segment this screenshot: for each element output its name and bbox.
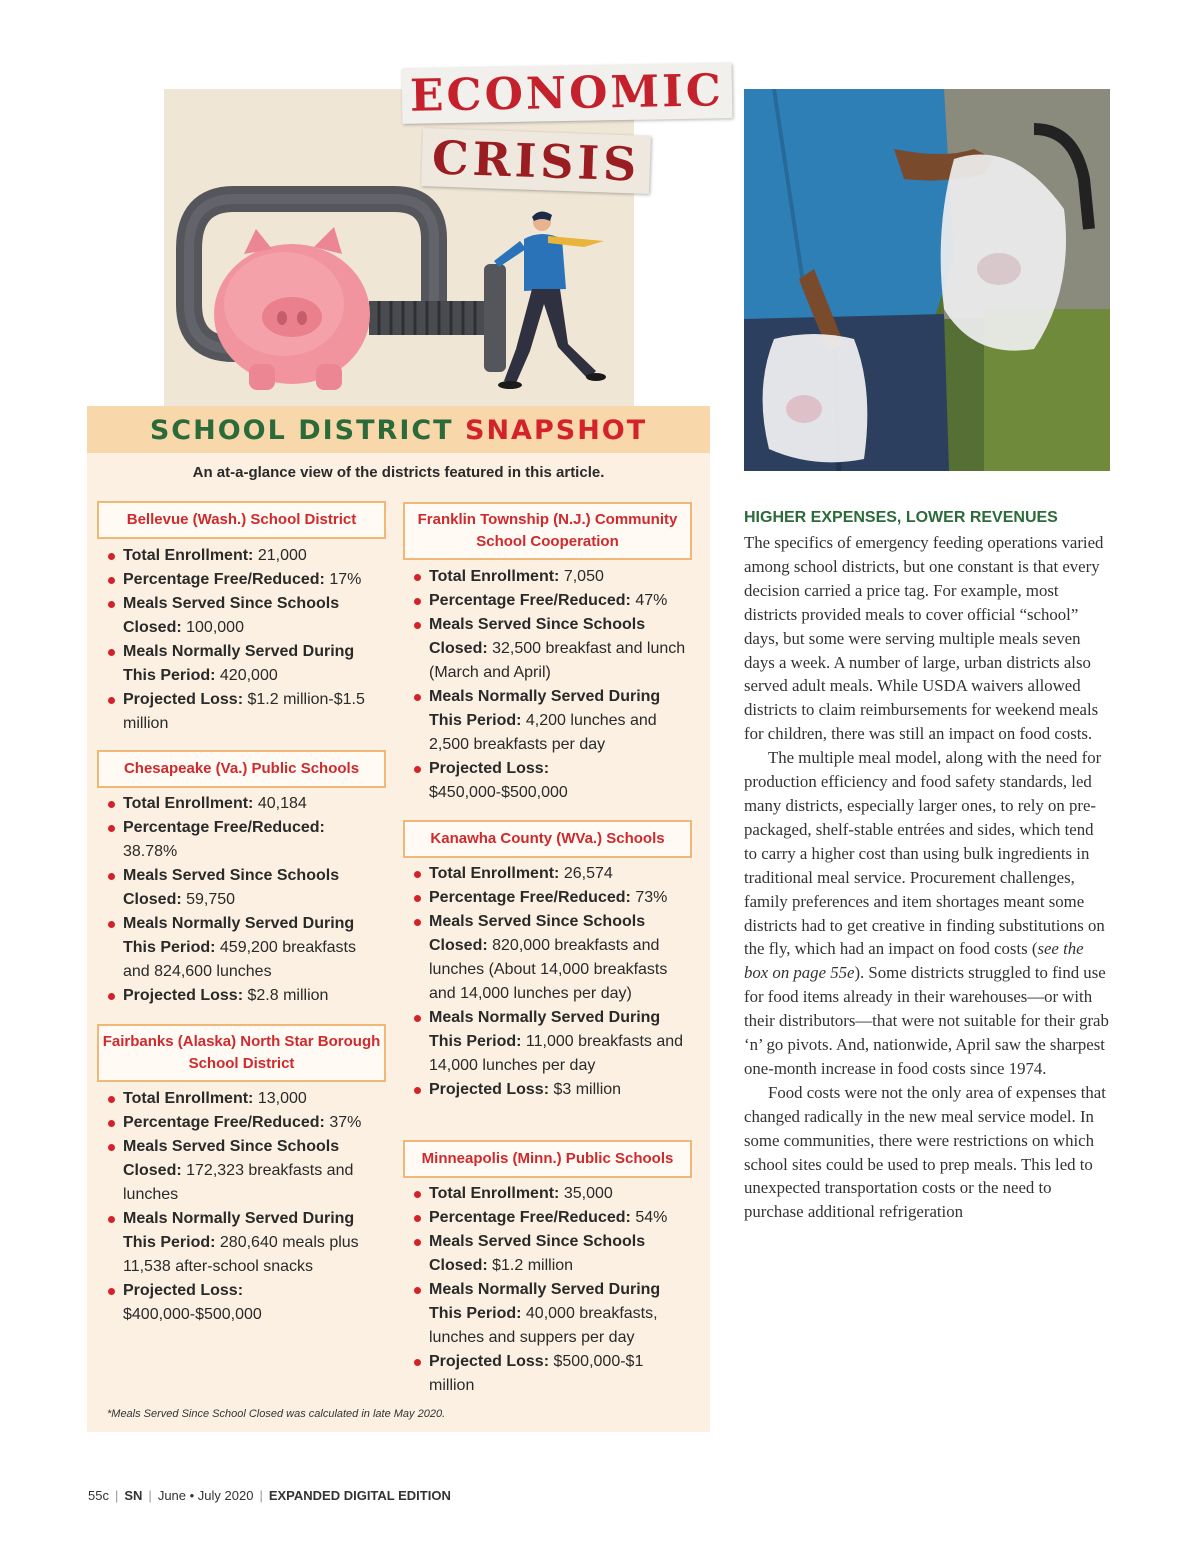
stat-total-enrollment: Total Enrollment: 26,574 <box>411 862 689 886</box>
stat-projected-loss: Projected Loss: $1.2 million-$1.5 million <box>105 688 380 736</box>
title-art-line1: ECONOMIC <box>402 63 733 124</box>
stat-meals-normally-served: Meals Normally Served During This Period: 280,640 meals plus 11,538 after-school snacks <box>105 1207 380 1279</box>
snapshot-subtitle: An at-a-glance view of the districts featured in this article. <box>192 464 605 481</box>
snapshot-title-part1: SCHOOL DISTRICT <box>149 415 454 446</box>
district-name-franklin-township: Franklin Township (N.J.) Community School Cooperation <box>403 502 692 560</box>
publication-name: SN <box>124 1488 143 1503</box>
stat-projected-loss: Projected Loss: $450,000-$500,000 <box>411 757 689 805</box>
stat-meals-normally-served: Meals Normally Served During This Period: 4,200 lunches and 2,500 breakfasts per day <box>411 685 689 757</box>
school-district-snapshot <box>87 406 710 1432</box>
district-name-chesapeake: Chesapeake (Va.) Public Schools <box>97 750 386 788</box>
stat-meals-served: Meals Served Since Schools Closed: 32,500 breakfast and lunch (March and April) <box>411 613 689 685</box>
district-stats-franklin-township <box>411 565 689 805</box>
stat-meals-normally-served: Meals Normally Served During This Period: 11,000 breakfasts and 14,000 lunches per day <box>411 1006 689 1078</box>
district-stats-kanawha <box>411 862 689 1102</box>
district-stats-minneapolis <box>411 1182 689 1398</box>
stat-meals-served: Meals Served Since Schools Closed: $1.2 million <box>411 1230 689 1278</box>
stat-projected-loss: Projected Loss: $3 million <box>411 1078 689 1102</box>
stat-meals-normally-served: Meals Normally Served During This Period: 459,200 breakfasts and 824,600 lunches <box>105 912 380 984</box>
page-number: 55c <box>88 1488 109 1503</box>
economic-crisis-title-art <box>398 62 725 202</box>
stat-total-enrollment: Total Enrollment: 40,184 <box>105 792 380 816</box>
snapshot-footnote: *Meals Served Since School Closed was calculated in late May 2020. <box>107 1408 446 1420</box>
article-heading: HIGHER EXPENSES, LOWER REVENUES <box>744 509 1058 526</box>
issue-date: June • July 2020 <box>157 1488 254 1503</box>
stat-projected-loss: Projected Loss: $500,000-$1 million <box>411 1350 689 1398</box>
stat-meals-served: Meals Served Since Schools Closed: 172,323 breakfasts and lunches <box>105 1135 380 1207</box>
stat-meals-served: Meals Served Since Schools Closed: 59,750 <box>105 864 380 912</box>
district-stats-bellevue <box>105 544 380 736</box>
stat-meals-served: Meals Served Since Schools Closed: 100,000 <box>105 592 380 640</box>
stat-total-enrollment: Total Enrollment: 7,050 <box>411 565 689 589</box>
district-stats-fairbanks <box>105 1087 380 1327</box>
district-stats-chesapeake <box>105 792 380 1008</box>
article-body <box>744 531 1110 1224</box>
stat-meals-served: Meals Served Since Schools Closed: 820,000 breakfasts and lunches (About 14,000 breakfasts and 14,000 lunches per day) <box>411 910 689 1006</box>
stat-meals-normally-served: Meals Normally Served During This Period: 420,000 <box>105 640 380 688</box>
article-paragraph: The specifics of emergency feeding operations varied among school districts, but one constant is that every decision carried a price tag. For example, most districts provided meals to cover official “school” days, but some were serving multiple meals seven days a week. A number of large, urban districts also served adult meals. While USDA waivers allowed districts to claim reimbursements for weekend meals for children, there was still an impact on food costs. <box>744 533 1104 744</box>
stat-percentage-free-reduced: Percentage Free/Reduced: 17% <box>105 568 380 592</box>
stat-meals-normally-served: Meals Normally Served During This Period: 40,000 breakfasts, lunches and suppers per day <box>411 1278 689 1350</box>
page-footer: 55c | SN | June • July 2020 | EXPANDED DIGITAL EDITION <box>88 1488 451 1503</box>
snapshot-title-part2: SNAPSHOT <box>465 415 648 446</box>
stat-projected-loss: Projected Loss: $400,000-$500,000 <box>105 1279 380 1327</box>
stat-total-enrollment: Total Enrollment: 13,000 <box>105 1087 380 1111</box>
snapshot-header <box>87 406 710 453</box>
district-name-kanawha: Kanawha County (WVa.) Schools <box>403 820 692 858</box>
stat-percentage-free-reduced: Percentage Free/Reduced: 73% <box>411 886 689 910</box>
stat-percentage-free-reduced: Percentage Free/Reduced: 37% <box>105 1111 380 1135</box>
stat-total-enrollment: Total Enrollment: 35,000 <box>411 1182 689 1206</box>
district-name-minneapolis: Minneapolis (Minn.) Public Schools <box>403 1140 692 1178</box>
stat-total-enrollment: Total Enrollment: 21,000 <box>105 544 380 568</box>
stat-percentage-free-reduced: Percentage Free/Reduced: 54% <box>411 1206 689 1230</box>
district-name-fairbanks: Fairbanks (Alaska) North Star Borough School District <box>97 1024 386 1082</box>
stat-percentage-free-reduced: Percentage Free/Reduced: 47% <box>411 589 689 613</box>
edition-label: EXPANDED DIGITAL EDITION <box>268 1488 451 1503</box>
title-art-line2: CRISIS <box>421 128 651 194</box>
district-name-bellevue: Bellevue (Wash.) School District <box>97 501 386 539</box>
article-paragraph: The multiple meal model, along with the need for production efficiency and food safety standards, led many districts, especially larger ones, to rely on pre-packaged, shelf-stable entrées and sides, which tend to carry a higher cost than using bulk ingredients in traditional meal service. Procurement challenges, family preferences and item shortages meant some districts had to get creative in finding substitutions on the fly, which had an impact on food costs (see the box on page 55e). Some districts struggled to find use for food items already in their warehouses—or with their distributors—that were not suitable for their grab ‘n’ go pivots. And, nationwide, April saw the sharpest one-month increase in food costs since 1974. <box>744 748 1109 1078</box>
article-paragraph: Food costs were not the only area of expenses that changed radically in the new meal service model. In some communities, there were restrictions on which school sites could be used to prep meals. This led to unexpected transportation costs or the need to purchase additional refrigeration <box>744 1082 1106 1222</box>
grocery-bags-photo <box>744 89 1110 471</box>
stat-percentage-free-reduced: Percentage Free/Reduced: 38.78% <box>105 816 380 864</box>
stat-projected-loss: Projected Loss: $2.8 million <box>105 984 380 1008</box>
page-reference: see the box on page 55e <box>744 939 1084 983</box>
